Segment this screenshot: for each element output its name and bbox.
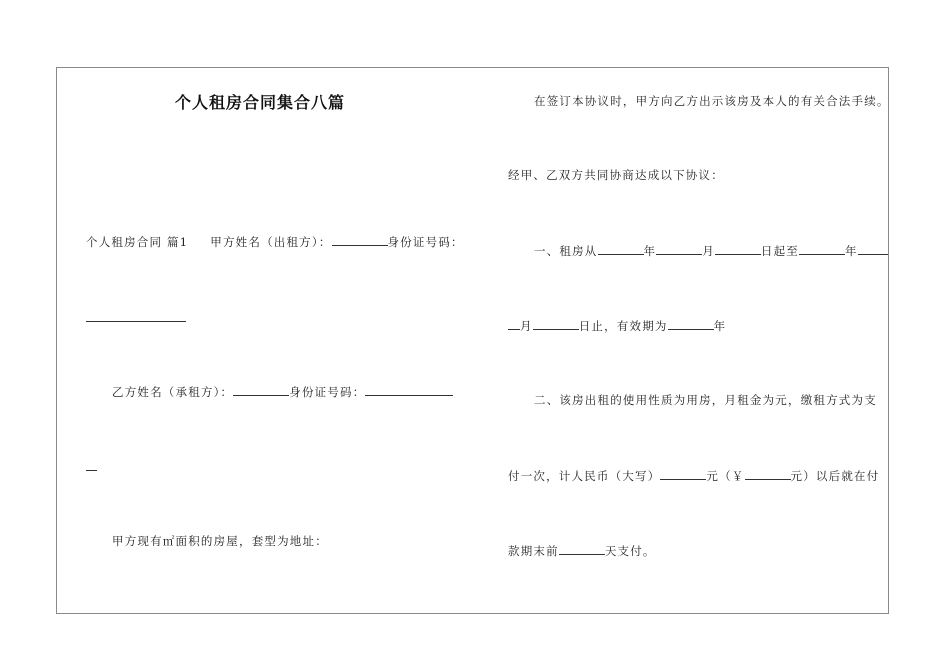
right-paragraph-1: 在签订本协议时，甲方向乙方出示该房及本人的有关合法手续。 [534, 94, 890, 108]
contract-heading: 个人租房合同 篇1 [86, 235, 189, 249]
rent-uppercase-blank [660, 470, 706, 480]
left-line-2 [112, 386, 453, 399]
days-pay-label: 天支付。 [604, 544, 656, 558]
validity-year-label: 年 [713, 319, 727, 333]
party-a-name-blank [332, 236, 388, 246]
payment-deadline-line [508, 545, 656, 558]
party-a-id-label: 身份证号码： [387, 235, 464, 249]
rent-amount-line [508, 470, 879, 483]
rent-amount-label: 付一次，计人民币（大写） [508, 469, 661, 483]
party-b-name-blank [233, 386, 289, 396]
year-label: 年 [643, 244, 657, 258]
until-label: 日起至 [760, 244, 800, 258]
document-page-frame [56, 67, 889, 614]
end-month-label: 月 [520, 319, 533, 333]
left-line-1 [86, 236, 464, 249]
deadline-label: 款期末前 [508, 544, 559, 558]
end-year-blank [799, 245, 845, 255]
document-title: 个人租房合同集合八篇 [175, 93, 346, 112]
lease-term-line-2 [508, 320, 726, 333]
lease-term-line-1 [534, 245, 888, 258]
days-blank [559, 545, 605, 555]
party-b-name-label: 乙方姓名（承租方）： [112, 385, 234, 399]
party-b-id-label: 身份证号码： [289, 385, 366, 399]
rent-usage-line: 二、该房出租的使用性质为用房，月租金为元，缴租方式为支 [534, 393, 877, 407]
party-a-id-blank [86, 321, 186, 322]
end-month-blank [858, 245, 888, 255]
right-paragraph-2: 经甲、乙双方共同协商达成以下协议： [508, 168, 724, 182]
payment-schedule-label: 元）以后就在付 [790, 469, 880, 483]
end-year-label: 年 [845, 244, 858, 258]
start-month-blank [656, 245, 702, 255]
lease-from-label: 一、租房从 [534, 244, 598, 258]
end-month-blank-continued [508, 320, 520, 330]
validity-label: 日止，有效期为 [578, 319, 668, 333]
end-day-blank [533, 320, 579, 330]
validity-years-blank [668, 320, 714, 330]
month-label: 月 [702, 244, 715, 258]
party-a-name-label: 甲方姓名（出租方）： [210, 235, 332, 249]
party-b-id-blank-continued [86, 470, 97, 471]
property-description: 甲方现有㎡面积的房屋，套型为地址： [112, 534, 328, 548]
start-year-blank [598, 245, 644, 255]
party-b-id-blank [365, 386, 453, 396]
yuan-label: 元（￥ [706, 469, 745, 483]
start-day-blank [715, 245, 761, 255]
rent-numeric-blank [745, 470, 791, 480]
